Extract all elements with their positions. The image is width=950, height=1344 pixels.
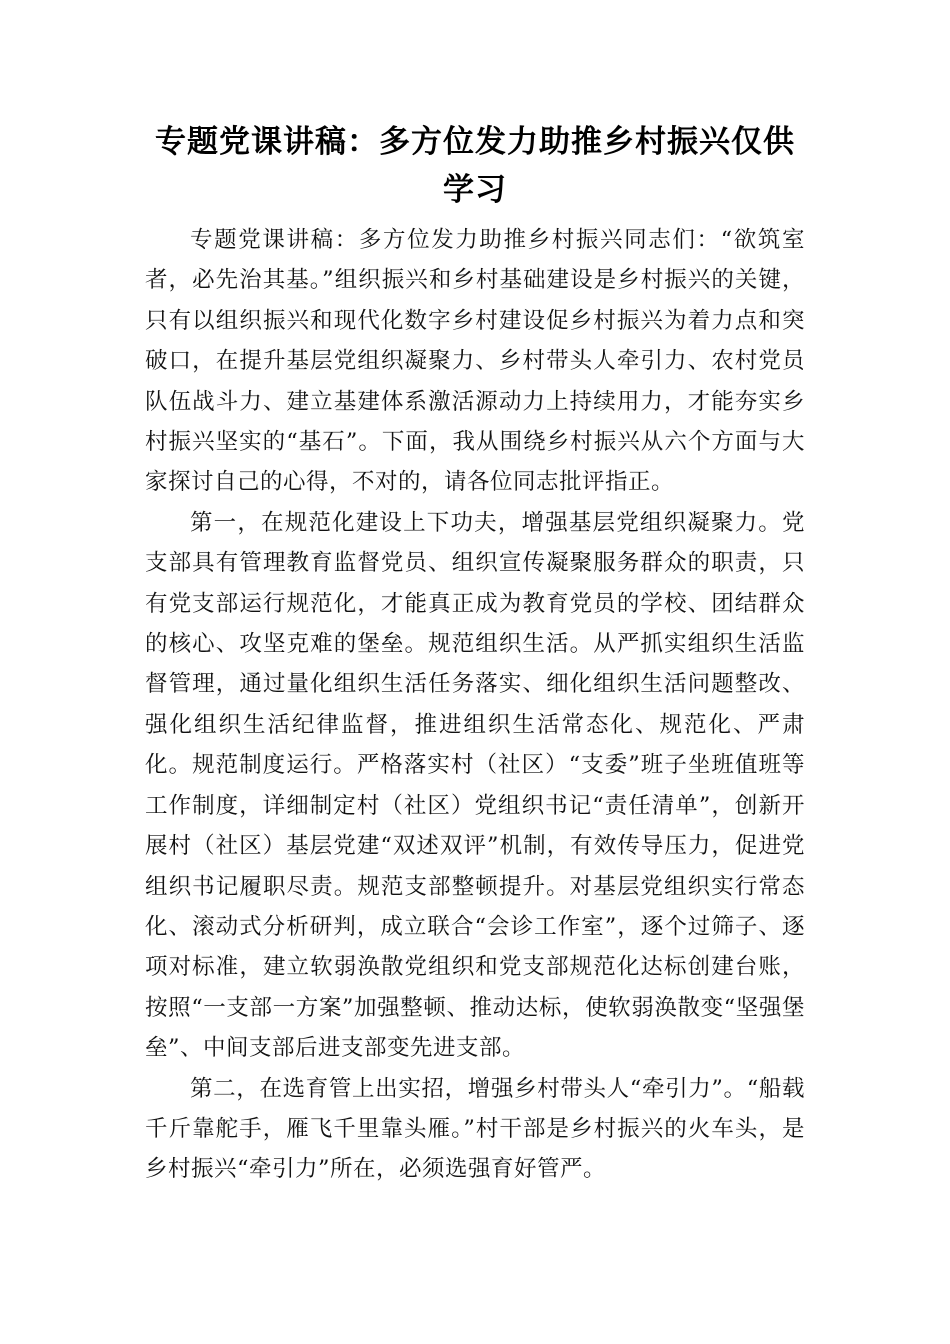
paragraph-first-point: 第一，在规范化建设上下功夫，增强基层党组织凝聚力。党支部具有管理教育监督党员、组织宣传凝聚服务群众的职责，只有党支部运行规范化，才能真正成为教育党员的学校、团结群众的核心、攻坚克难的堡垒。规范组织生活。从严抓实组织生活监督管理，通过量化组织生活任务落实、细化组织生活问题整改、强化组织生活纪律监督，推进组织生活常态化、规范化、严肃化。规范制度运行。严格落实村（社区）“支委”班子坐班值班等工作制度，详细制定村（社区）党组织书记“责任清单”，创新开展村（社区）基层党建“双述双评”机制，有效传导压力，促进党组织书记履职尽责。规范支部整顿提升。对基层党组织实行常态化、滚动式分析研判，成立联合“会诊工作室”，逐个过筛子、逐项对标准，建立软弱涣散党组织和党支部规范化达标创建台账，按照“一支部一方案”加强整顿、推动达标，使软弱涣散变“坚强堡垒”、中间支部后进支部变先进支部。: [145, 509, 805, 1062]
document-title: 专题党课讲稿：多方位发力助推乡村振兴仅供学习: [155, 124, 795, 208]
paragraph-intro: 专题党课讲稿：多方位发力助推乡村振兴同志们：“欲筑室者，必先治其基。”组织振兴和乡村基础建设是乡村振兴的关键，只有以组织振兴和现代化数字乡村建设促乡村振兴为着力点和突破口，在提升基层党组织凝聚力、乡村带头人牵引力、农村党员队伍战斗力、建立基建体系激活源动力上持续用力，才能夯实乡村振兴坚实的“基石”。下面，我从围绕乡村振兴从六个方面与大家探讨自己的心得，不对的，请各位同志批评指正。: [145, 227, 805, 496]
document-body: [145, 118, 805, 1190]
paragraph-second-point: 第二，在选育管上出实招，增强乡村带头人“牵引力”。“船载千斤靠舵手，雁飞千里靠头雁。”村干部是乡村振兴的火车头，是乡村振兴“牵引力”所在，必须选强育好管严。: [145, 1075, 805, 1183]
